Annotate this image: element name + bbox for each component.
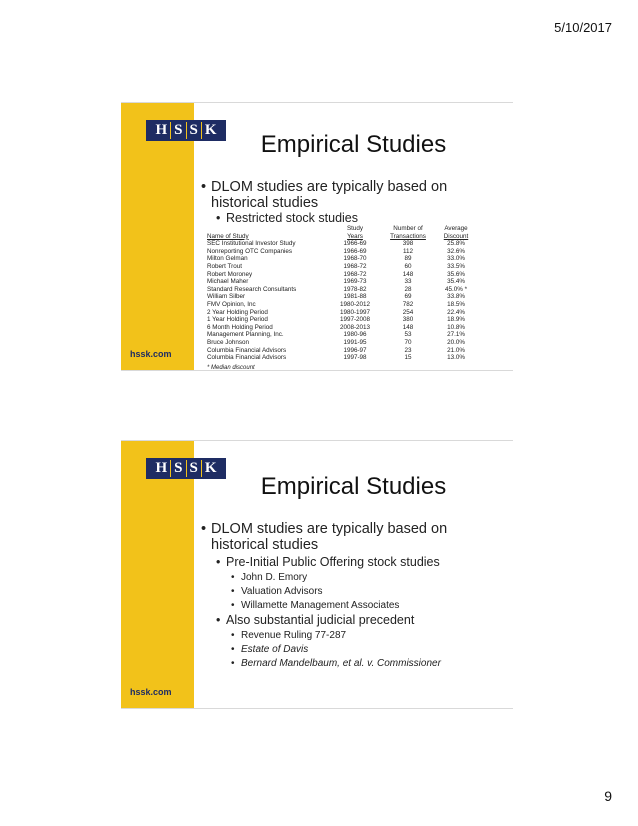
table-row	[207, 248, 479, 256]
table-cell-name: Columbia Financial Advisors	[207, 346, 287, 354]
table-cell-years: 1980-96	[343, 331, 367, 339]
table-cell-name: Columbia Financial Advisors	[207, 354, 287, 362]
bullet-level1-continued: historical studies	[211, 537, 319, 553]
table-row	[207, 331, 479, 339]
table-cell-discount: 18.5%	[447, 300, 465, 308]
table-cell-years: 1996-97	[343, 346, 367, 354]
bullet-level1: • DLOM studies are typically based on	[201, 521, 448, 537]
table-cell-discount: 32.6%	[447, 247, 465, 255]
page-number: 9	[604, 788, 612, 804]
logo-letter: K	[204, 460, 217, 476]
table-row	[207, 286, 479, 294]
bullet-level3: • Revenue Ruling 77-287	[231, 630, 347, 641]
table-cell-name: Management Planning, Inc.	[207, 331, 284, 339]
table-row	[207, 339, 479, 347]
table-cell-years: 1968-72	[343, 262, 367, 270]
site-label: hssk.com	[130, 687, 172, 697]
table-cell-name: Nonreporting OTC Companies	[207, 247, 293, 255]
table-cell-transactions: 69	[404, 293, 412, 301]
table-cell-name: Michael Maher	[207, 278, 249, 286]
header-cell: Average	[444, 225, 468, 232]
bullet-level3: • Bernard Mandelbaum, et al. v. Commissioner	[231, 658, 441, 669]
bullet-level3: • Estate of Davis	[231, 644, 309, 655]
table-row	[207, 316, 479, 324]
table-cell-discount: 33.0%	[447, 255, 465, 263]
table-cell-years: 1980-2012	[339, 300, 371, 308]
bullet-level2: • Also substantial judicial precedent	[216, 613, 415, 627]
table-row	[207, 309, 479, 317]
table-cell-transactions: 782	[402, 300, 414, 308]
table-cell-years: 1969-73	[343, 278, 367, 286]
header-cell: Name of Study	[207, 232, 249, 240]
bullet-level2: • Pre-Initial Public Offering stock studies	[216, 555, 440, 569]
table-row	[207, 354, 479, 362]
table-cell-name: William Silber	[207, 293, 246, 301]
table-cell-years: 1991-95	[343, 338, 367, 346]
bullet-text: Pre-Initial Public Offering stock studies	[226, 555, 440, 569]
header-cell: Number of	[393, 225, 423, 232]
bullet-text: DLOM studies are typically based on	[211, 521, 448, 537]
table-row	[207, 324, 479, 332]
table-row	[207, 255, 479, 263]
table-cell-discount: 21.0%	[447, 346, 465, 354]
restricted-stock-table	[207, 225, 479, 362]
table-cell-discount: 27.1%	[447, 331, 465, 339]
table-cell-transactions: 23	[404, 346, 412, 354]
bullet-text: DLOM studies are typically based on	[211, 179, 448, 195]
slide-title: Empirical Studies	[260, 131, 447, 158]
table-cell-transactions: 148	[402, 270, 414, 278]
bullet-text: Also substantial judicial precedent	[226, 613, 415, 627]
table-cell-discount: 25.8%	[447, 240, 465, 248]
bullet-text: Restricted stock studies	[226, 211, 358, 225]
bullet-level1-continued: historical studies	[211, 195, 319, 211]
table-cell-transactions: 89	[404, 255, 412, 263]
table-cell-discount: 35.4%	[447, 278, 465, 286]
table-cell-transactions: 15	[404, 354, 412, 362]
logo-letter: H	[152, 122, 171, 139]
table-cell-discount: 10.8%	[447, 323, 465, 331]
table-cell-discount: 18.9%	[447, 316, 465, 324]
table-cell-transactions: 112	[402, 247, 414, 255]
table-cell-discount: 35.6%	[447, 270, 465, 278]
table-cell-years: 1968-72	[343, 270, 367, 278]
table-cell-discount: 20.0%	[447, 338, 465, 346]
bullet-level3: • John D. Emory	[231, 572, 308, 583]
table-row	[207, 301, 479, 309]
table-cell-discount: 33.5%	[447, 262, 465, 270]
table-cell-name: Robert Trout	[207, 262, 242, 270]
slide-sidebar	[121, 441, 194, 708]
table-cell-discount: 45.0% *	[444, 285, 468, 293]
table-row	[207, 240, 479, 248]
table-cell-name: Bruce Johnson	[207, 338, 250, 346]
table-cell-discount: 13.0%	[447, 354, 465, 362]
table-cell-name: Milton Gelman	[207, 255, 248, 263]
table-cell-name: Standard Research Consultants	[207, 285, 297, 293]
bullet-text: Estate of Davis	[241, 644, 309, 655]
logo-letter: S	[187, 122, 202, 139]
logo-letter: S	[171, 460, 186, 477]
site-label: hssk.com	[130, 349, 172, 359]
table-row	[207, 271, 479, 279]
bullet-text: Revenue Ruling 77-287	[241, 630, 347, 641]
table-cell-years: 1978-82	[343, 285, 367, 293]
logo-letter: S	[171, 122, 186, 139]
table-row	[207, 293, 479, 301]
table-cell-transactions: 380	[402, 316, 414, 324]
table-cell-name: Robert Moroney	[207, 270, 253, 278]
table-cell-transactions: 398	[402, 240, 414, 248]
bullet-text: John D. Emory	[241, 572, 308, 583]
table-row	[207, 278, 479, 286]
table-row	[207, 347, 479, 355]
table-cell-transactions: 60	[404, 262, 412, 270]
table-cell-name: 1 Year Holding Period	[207, 316, 268, 324]
header-cell: Discount	[443, 232, 469, 240]
bullet-level1: • DLOM studies are typically based on	[201, 179, 448, 195]
table-cell-years: 1981-88	[343, 293, 367, 301]
header-cell: Study	[346, 225, 364, 232]
slide-title: Empirical Studies	[260, 473, 447, 500]
table-cell-years: 1997-98	[343, 354, 367, 362]
bullet-level2: • Restricted stock studies	[216, 211, 358, 225]
table-cell-years: 1980-1997	[339, 308, 371, 316]
bullet-level3: • Willamette Management Associates	[231, 600, 400, 611]
table-cell-years: 2008-2013	[339, 323, 371, 331]
table-cell-years: 1968-70	[343, 255, 367, 263]
table-cell-name: FMV Opinion, Inc	[207, 300, 256, 308]
logo-letter: K	[204, 122, 217, 138]
table-cell-name: SEC Institutional Investor Study	[207, 240, 296, 248]
bullet-text: Willamette Management Associates	[241, 600, 400, 611]
slide-2	[121, 440, 513, 709]
logo-letter: S	[187, 460, 202, 477]
table-cell-transactions: 28	[404, 285, 412, 293]
bullet-text: Valuation Advisors	[241, 586, 323, 597]
table-cell-name: 2 Year Holding Period	[207, 308, 268, 316]
header-cell	[207, 225, 327, 233]
logo-letter: H	[152, 460, 171, 477]
table-cell-years: 1966-69	[343, 240, 367, 248]
table-cell-discount: 22.4%	[447, 308, 465, 316]
table-cell-transactions: 70	[404, 338, 412, 346]
slide-1	[121, 102, 513, 371]
bullet-level3: • Valuation Advisors	[231, 586, 323, 597]
table-footnote: * Median discount	[207, 365, 255, 371]
table-cell-discount: 33.8%	[447, 293, 465, 301]
header-cell: Years	[347, 232, 363, 240]
hssk-logo	[146, 458, 226, 479]
table-cell-transactions: 254	[402, 308, 414, 316]
table-cell-transactions: 53	[404, 331, 412, 339]
page-date: 5/10/2017	[554, 20, 612, 35]
header-cell: Transactions	[390, 232, 426, 240]
table-row	[207, 263, 479, 271]
table-cell-transactions: 33	[404, 278, 412, 286]
bullet-text: Bernard Mandelbaum, et al. v. Commissioner	[241, 658, 441, 669]
hssk-logo	[146, 120, 226, 141]
slide-sidebar	[121, 103, 194, 370]
table-cell-years: 1966-69	[343, 247, 367, 255]
table-cell-years: 1997-2008	[339, 316, 371, 324]
table-cell-name: 6 Month Holding Period	[207, 323, 273, 331]
table-cell-transactions: 148	[402, 323, 414, 331]
